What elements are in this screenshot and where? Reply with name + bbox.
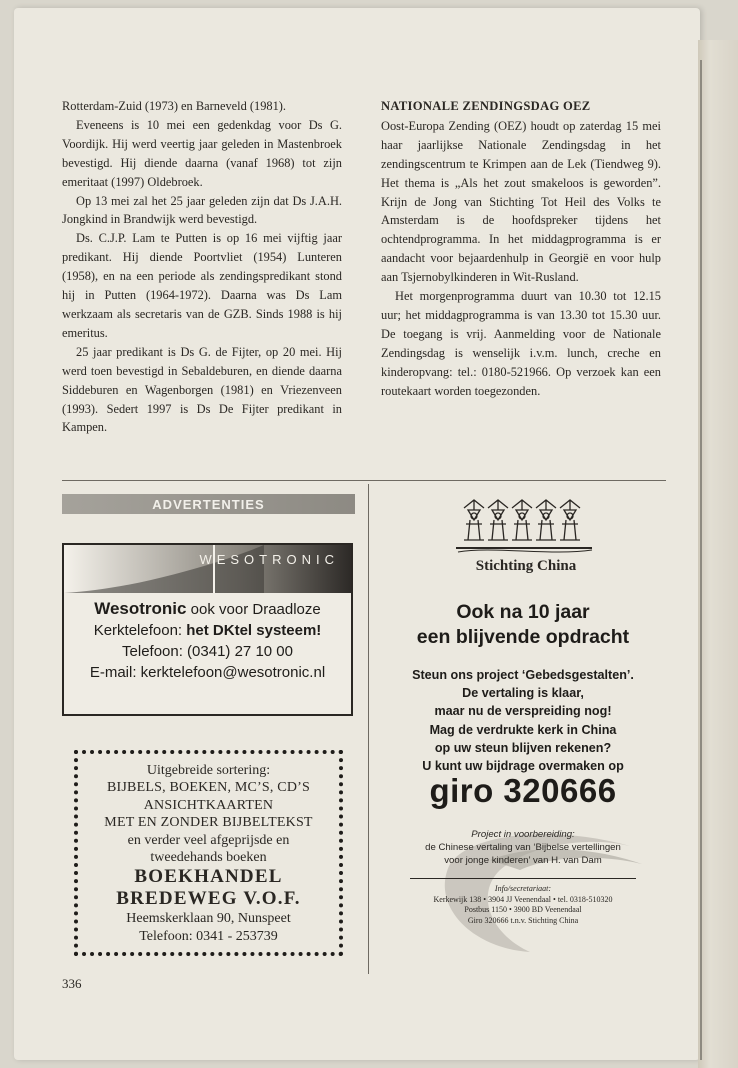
china-project-line: de Chinese vertaling van ‘Bijbelse vertellingen xyxy=(425,842,621,853)
article-paragraph: Het morgenprogramma duurt van 10.30 tot 12.15 uur; het middagprogramma is van 13.30 tot 15.30 uur. De toegang is vrij. Aanmelding voor de Nationale Zendingsdag is wenselijk i.v.m. lunch, creche en kinderopvang: tel.: 0180-521966. Op verzoek kan een routekaart worden toegezonden. xyxy=(381,289,661,398)
page-gutter-line xyxy=(700,60,702,1060)
china-body-line: Mag de verdrukte kerk in China xyxy=(429,722,617,737)
china-body-line: De vertaling is klaar, xyxy=(462,686,584,701)
advertenties-banner xyxy=(62,494,355,514)
article-paragraph: Eveneens is 10 mei een gedenkdag voor Ds G. Voordijk. Hij werd veertig jaar geleden in Mastenbroek bevestigd. Hij diende daarna (vanaf 1968) tot zijn emeritaat (1997) Oldebroek. xyxy=(62,117,342,189)
china-info-label: Info/secretariaat: xyxy=(494,884,552,893)
bookshop-line: MET EN ZONDER BIJBELTEKST xyxy=(104,815,313,831)
wesotronic-brand: Wesotronic xyxy=(94,599,187,618)
stichting-china-ad xyxy=(380,494,666,964)
article-paragraph: Rotterdam-Zuid (1973) en Barneveld (1981). xyxy=(62,99,286,113)
china-info-rule xyxy=(410,878,636,879)
section-divider xyxy=(62,480,666,481)
wesotronic-brand-bar-text: WESOTRONIC xyxy=(199,552,339,567)
wesotronic-ad-text xyxy=(64,598,351,683)
page-edge xyxy=(698,40,738,1068)
bookshop-line: BIJBELS, BOEKEN, MC’S, CD’S xyxy=(107,780,310,796)
china-headline xyxy=(380,600,666,650)
bookshop-line: tweedehands boeken xyxy=(150,850,267,866)
bookshop-name-line2: BREDEWEG V.O.F. xyxy=(116,888,301,910)
column-divider xyxy=(368,484,369,974)
wesotronic-phone: Telefoon: (0341) 27 10 00 xyxy=(122,643,293,660)
page-number: 336 xyxy=(62,976,82,991)
bookshop-name-line1: BOEKHANDEL xyxy=(134,866,283,888)
wesotronic-line2-start: Kerktelefoon: xyxy=(93,622,187,639)
bookshop-address: Heemskerklaan 90, Nunspeet xyxy=(126,911,291,927)
china-info xyxy=(380,884,666,926)
left-article-column xyxy=(62,97,342,437)
china-info-line: Postbus 1150 • 3900 BD Veenendaal xyxy=(464,905,582,915)
article-heading: NATIONALE ZENDINGSDAG OEZ xyxy=(381,99,591,113)
article-paragraph: Ds. C.J.P. Lam te Putten is op 16 mei vijftig jaar predikant. Hij diende Poortvliet (1954) Lunteren (1958), en na een periode als zendingspredikant stond hij in Putten (1964-1972). Daarna was Ds Lam werkzaam als secretaris van de GZB. Sinds 1988 is hij emeritus. xyxy=(62,231,342,340)
stichting-china-name: Stichting China xyxy=(475,558,577,574)
china-body xyxy=(380,666,666,775)
china-project xyxy=(380,828,666,867)
wesotronic-ad xyxy=(62,543,353,716)
china-info-line: Kerkewijk 138 • 3904 JJ Veenendaal • tel. 0318-510320 xyxy=(433,894,613,904)
article-paragraph: Oost-Europa Zending (OEZ) houdt op zaterdag 15 mei haar jaarlijkse Nationale Zendingsdag in het zendingscentrum te Krimpen aan de Lek (Tiendweg 9). Het thema is „Als het zout smakeloos is geworden”. Krijn de Jong van Stichting Tot Heil des Volks te Amsterdam is de hoofdspreker tijdens het ochtendprogramma. In het middagprogramma is er aandacht voor bejaardenhulp in Georgië en voor hulp aan Tsjernobylkinderen in Wit-Rusland. xyxy=(381,118,661,285)
china-project-line: voor jonge kinderen’ van H. van Dam xyxy=(444,855,602,866)
bookshop-line: ANSICHTKAARTEN xyxy=(143,797,274,813)
article-paragraph: 25 jaar predikant is Ds G. de Fijter, op 20 mei. Hij werd toen bevestigd in Sebaldeburen, en diende daarna Siddeburen en Wagenborgen (1981) en Vriezenveen (1993). Sedert 1997 is Ds De Fijter predikant in Kampen. xyxy=(62,344,342,435)
china-project-label: Project in voorbereiding: xyxy=(471,829,575,840)
right-article-column xyxy=(381,97,661,401)
wesotronic-line2-bold: het DKtel systeem! xyxy=(186,622,322,639)
bookshop-ad-text xyxy=(78,762,339,945)
china-headline-line1: Ook na 10 jaar xyxy=(456,601,590,623)
wesotronic-email: E-mail: kerktelefoon@wesotronic.nl xyxy=(89,664,326,681)
bookshop-ad xyxy=(62,742,355,964)
bookshop-phone: Telefoon: 0341 - 253739 xyxy=(139,928,278,944)
dotted-border xyxy=(74,750,343,956)
china-body-line: op uw steun blijven rekenen? xyxy=(434,740,612,755)
china-info-line: Giro 320666 t.n.v. Stichting China xyxy=(467,915,579,925)
wesotronic-brand-bar xyxy=(64,545,351,593)
china-headline-line2: een blijvende opdracht xyxy=(416,626,630,648)
bookshop-line: Uitgebreide sortering: xyxy=(146,763,271,778)
advertenties-label: ADVERTENTIES xyxy=(152,496,265,512)
wesotronic-line1: ook voor Draadloze xyxy=(186,601,321,618)
china-body-line: U kunt uw bijdrage overmaken op xyxy=(422,759,624,774)
bookshop-line: en verder veel afgeprijsde en xyxy=(127,832,290,848)
article-paragraph: Op 13 mei zal het 25 jaar geleden zijn dat Ds J.A.H. Jongkind in Brandwijk werd bevestigd. xyxy=(62,193,342,227)
giro-number: giro 320666 xyxy=(429,772,617,809)
china-body-line: Steun ons project ‘Gebedsgestalten’. xyxy=(412,668,634,682)
china-body-line: maar nu de verspreiding nog! xyxy=(434,704,612,719)
